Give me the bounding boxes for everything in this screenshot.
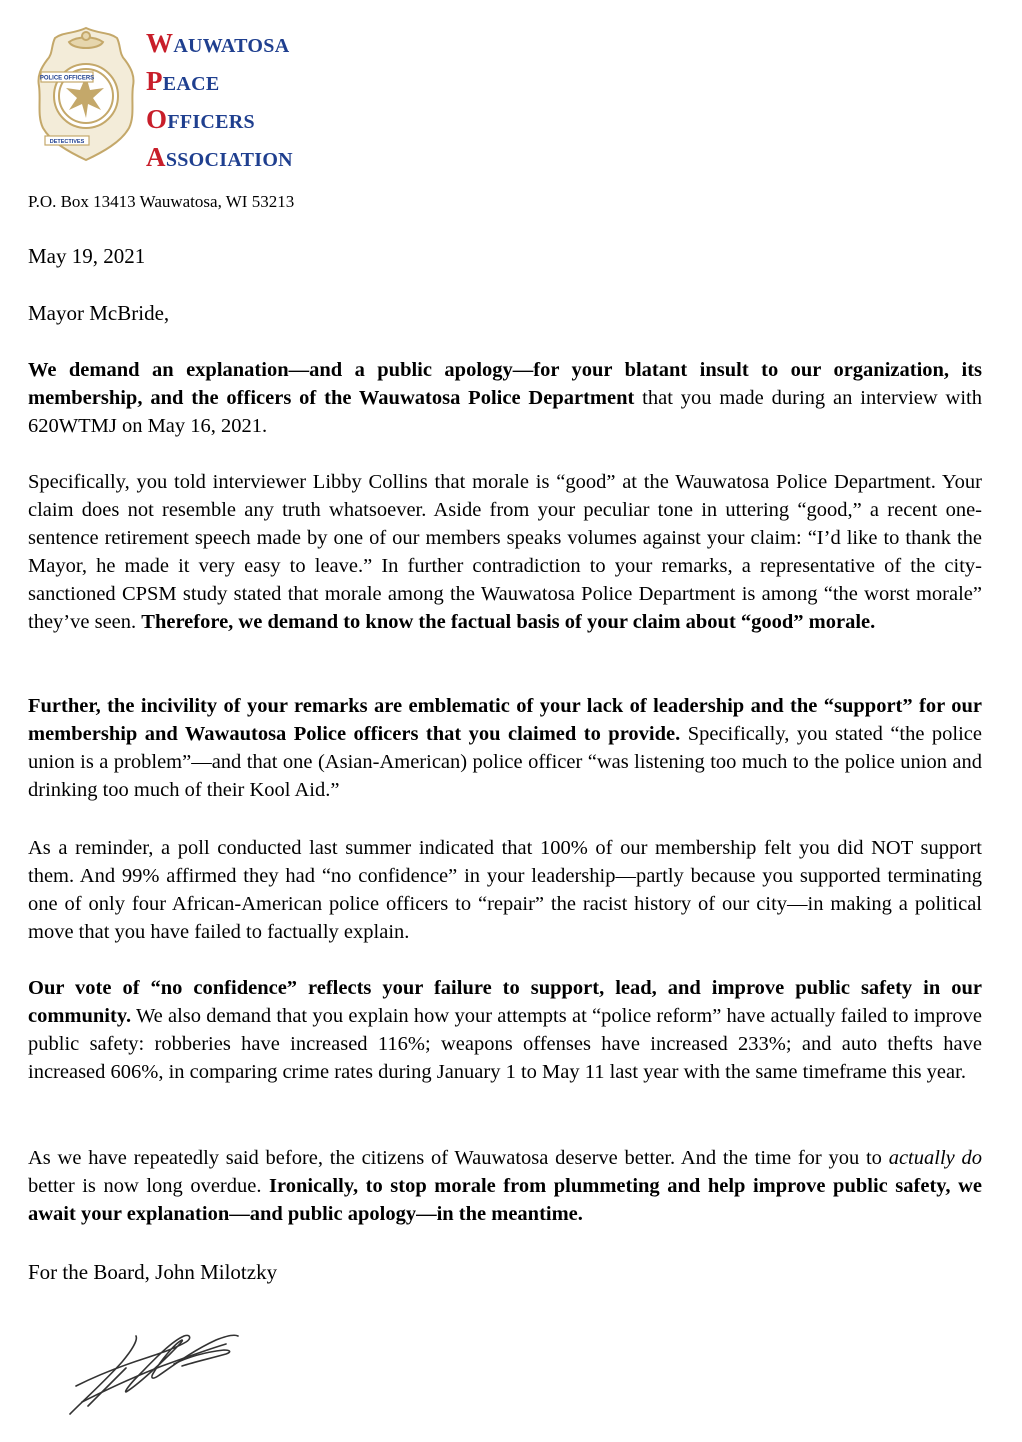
closing-signoff: For the Board, John Milotzky <box>28 1260 278 1284</box>
org-word: FFICERS <box>167 111 255 133</box>
police-badge-logo <box>33 24 139 164</box>
org-initial: O <box>146 104 168 134</box>
org-word: SSOCIATION <box>165 149 293 171</box>
org-initial: A <box>146 142 166 172</box>
paragraph-italic-text: actually do <box>888 1147 982 1169</box>
org-name-line <box>146 68 293 106</box>
paragraph-6 <box>28 1144 982 1228</box>
letter-date: May 19, 2021 <box>28 244 146 268</box>
paragraph-text: Specifically, you stated “the police union is a problem”—and that one (Asian-American) police officer “was listening too much to the police union and drinking too much of their Kool Aid.” <box>28 723 983 801</box>
paragraph-3 <box>28 692 982 804</box>
org-name-line <box>146 106 293 144</box>
handwritten-signature <box>66 1306 246 1416</box>
mailing-address: P.O. Box 13413 Wauwatosa, WI 53213 <box>28 192 295 211</box>
paragraph-text: Specifically, you told interviewer Libby Collins that morale is “good” at the Wauwatosa Police Department. Your claim does not resemble any truth whatsoever. Aside from your peculiar tone in uttering “good,” a recent one-sentence retirement speech made by one of our members speaks volumes against your claim: “I’d like to thank the Mayor, he made it very easy to leave.” In further contradiction to your remarks, a representative of the city-sanctioned CPSM study stated that morale among the Wauwatosa Police Department is among “the worst morale” they’ve seen. <box>28 471 982 633</box>
paragraph-5 <box>28 974 982 1086</box>
paragraph-text: that you made during an interview with 620WTMJ on May 16, 2021. <box>28 387 982 437</box>
paragraph-text: As a reminder, a poll conducted last summer indicated that 100% of our membership felt you did NOT support them. And 99% affirmed they had “no confidence” in your leadership—partly because you supported terminating one of only four African-American police officers to “repair” the racist history of our city—in making a political move that you have failed to factually explain. <box>28 837 982 943</box>
paragraph-text: As we have repeatedly said before, the citizens of Wauwatosa deserve better. And the time for you to <box>28 1147 889 1169</box>
organization-name <box>146 30 293 182</box>
org-initial: W <box>146 28 174 58</box>
badge-top-text: POLICE OFFICERS <box>39 75 95 82</box>
paragraph-bold-text: Our vote of “no confidence” reflects your failure to support, lead, and improve public safety in our community. <box>28 977 982 1027</box>
paragraph-text: We also demand that you explain how your attempts at “police reform” have actually failed to improve public safety: robberies have increased 116%; weapons offenses have increased 233%; and auto thefts have increased 606%, in comparing crime rates during January 1 to May 11 last year with the same timeframe this year. <box>28 1005 982 1083</box>
org-initial: P <box>146 66 163 96</box>
paragraph-bold-text: Ironically, to stop morale from plummeting and help improve public safety, we await your explanation—and public apology—in the meantime. <box>28 1175 982 1225</box>
paragraph-1 <box>28 356 982 440</box>
org-word: EACE <box>162 73 220 95</box>
paragraph-bold-text: We demand an explanation—and a public apology—for your blatant insult to our organization, its membership, and the officers of the Wauwatosa Police Department <box>28 359 982 409</box>
org-name-line <box>146 30 293 68</box>
paragraph-2 <box>28 468 982 636</box>
org-word: AUWATOSA <box>173 35 290 57</box>
paragraph-text: better is now long overdue. <box>28 1175 270 1197</box>
org-name-line <box>146 144 293 182</box>
salutation: Mayor McBride, <box>28 301 170 325</box>
paragraph-bold-text: Therefore, we demand to know the factual basis of your claim about “good” morale. <box>141 611 876 633</box>
badge-bottom-text: DETECTIVES <box>49 139 85 145</box>
paragraph-bold-text: Further, the incivility of your remarks are emblematic of your lack of leadership and the “support” for our membership and Wawautosa Police officers that you claimed to provide. <box>28 695 982 745</box>
paragraph-4 <box>28 834 982 946</box>
